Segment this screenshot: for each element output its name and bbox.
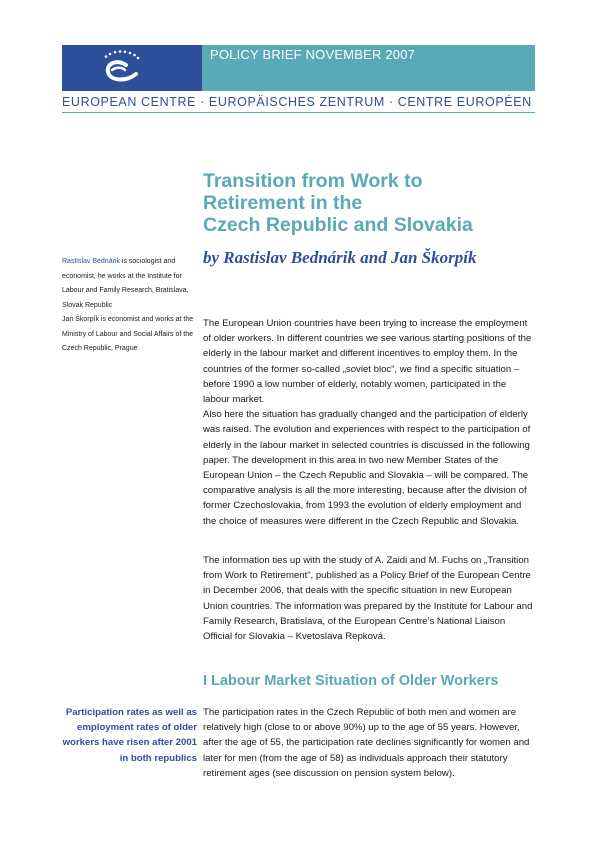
intro-paragraph-1a: The European Union countries have been trying to increase the employment of older workers. In different countries we see various starting positions of the elderly in the labour market and different incentives to employ them. In the countries of the former so-called „soviet bloc“, we find a specific situation – before 1990 a low number of elderly, notably women, participated in the labour market. xyxy=(203,318,532,406)
policy-brief-label: POLICY BRIEF NOVEMBER 2007 xyxy=(210,47,416,62)
header-rule xyxy=(62,112,535,113)
author-notes xyxy=(62,255,197,357)
author-note-2: Jan Škorpík is economist and works at the Ministry of Labour and Social Affairs of the Czech Republic, Prague xyxy=(62,316,194,352)
title-line-1: Transition from Work to xyxy=(203,170,423,192)
author-name-1: Rastislav Bednárik xyxy=(62,258,120,265)
document-title xyxy=(203,170,533,236)
byline: by Rastislav Bednárik and Jan Škorpík xyxy=(203,248,477,267)
european-centre-names: EUROPEAN CENTRE · EUROPÄISCHES ZENTRUM · CENTRE EUROPÉEN xyxy=(62,95,532,109)
intro-paragraph-1 xyxy=(203,316,535,529)
author-note-1-text: is sociologist and economist, he works at the Institute for Labour and Family Research, Bratislava, Slovak Republic xyxy=(62,258,189,309)
council-of-europe-logo-icon xyxy=(62,45,202,91)
intro-paragraph-2: The information ties up with the study of A. Zaidi and M. Fuchs on „Transition from Work to Retirement“, published as a Policy Brief of the European Centre in December 2006, that deals with the specific situation in new European Union countries. The information was prepared by the Institute for Labour and Family Research, Bratislava, of the European Centre’s National Liaison Official for Slovakia – Kvetoslava Repková. xyxy=(203,555,533,643)
title-line-2: Retirement in the xyxy=(203,192,363,214)
section-paragraph-1: The participation rates in the Czech Republic of both men and women are relatively high (close to or above 90%) up to the age of 55 years. However, after the age of 55, the participation rate declines significantly for women and later for men (from the age of 58) as individuals approach their statutory retirement ages (see discussion on pension system below). xyxy=(203,707,530,779)
intro-paragraph-1b: Also here the situation has gradually changed and the participation of elderly was raised. The evolution and experiences with respect to the participation of elderly in the labour market in selected countries is discussed in the following paper. The development in this area in two new Member States of the European Union – the Czech Republic and Slovakia – will be compared. The comparative analysis is all the more interesting, because after the division of former Czechoslovakia, from 1993 the evolution of elderly employment and the choice of measures were different in the Czech Republic and Slovakia. xyxy=(203,409,531,527)
author-note-1 xyxy=(62,255,197,313)
section-heading: I Labour Market Situation of Older Workers xyxy=(203,673,499,689)
sidenote: Participation rates as well as employment rates of older workers have risen after 2001 in both republics xyxy=(62,707,197,764)
title-line-3: Czech Republic and Slovakia xyxy=(203,214,473,236)
logo-box xyxy=(62,45,202,91)
